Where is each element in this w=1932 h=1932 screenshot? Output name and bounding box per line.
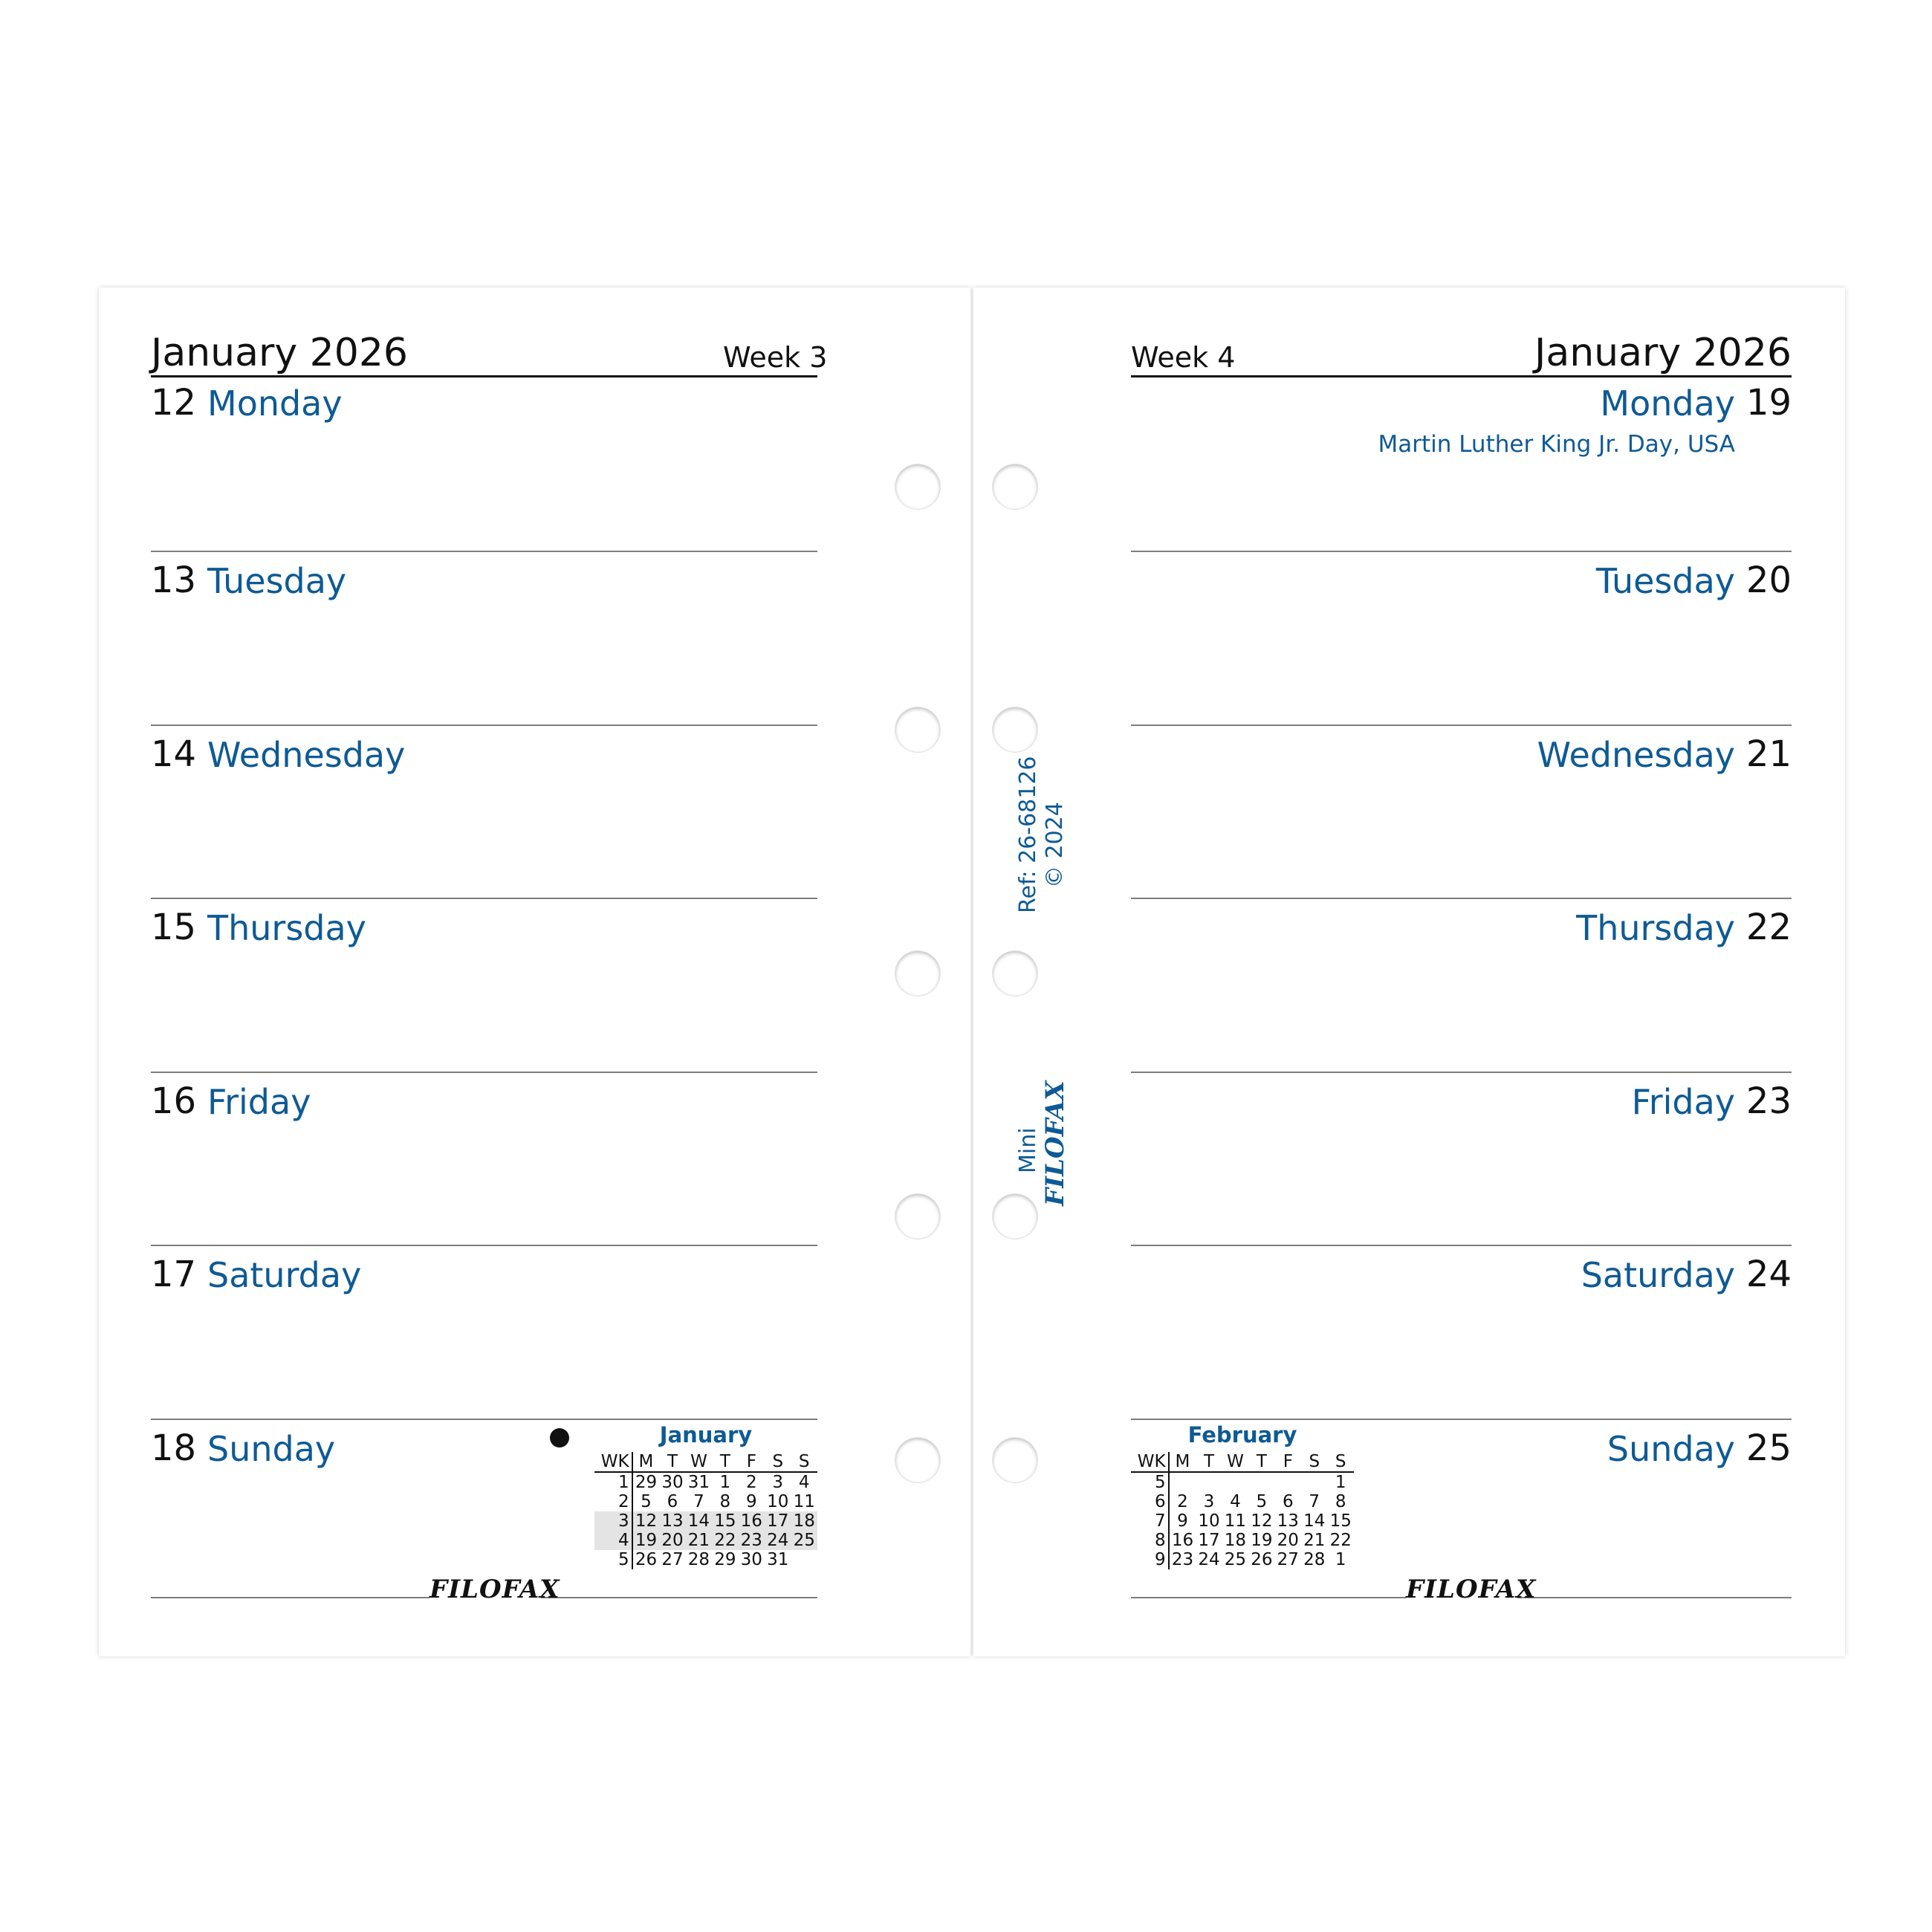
calendar-date: 7	[693, 1492, 704, 1511]
day-number: 17	[151, 1254, 197, 1295]
day-row	[1131, 551, 1792, 722]
calendar-date: 8	[719, 1492, 731, 1511]
week-label: Week 4	[1131, 341, 1236, 374]
col-header: W	[686, 1452, 712, 1472]
calendar-date: 6	[667, 1492, 678, 1511]
calendar-date: 19	[1251, 1531, 1273, 1550]
calendar-date: 22	[712, 1531, 738, 1550]
row-divider	[151, 1072, 817, 1073]
row-divider	[1131, 898, 1792, 899]
calendar-week-row	[1131, 1531, 1354, 1550]
calendar-date	[1301, 1472, 1327, 1492]
calendar-date: 11	[1224, 1511, 1247, 1531]
col-header: T	[1248, 1452, 1274, 1472]
calendar-date: 13	[1277, 1511, 1299, 1531]
row-divider	[1131, 724, 1792, 726]
day-row	[151, 373, 817, 544]
col-header: S	[791, 1452, 817, 1472]
day-row	[151, 1072, 817, 1242]
calendar-date: 15	[1329, 1511, 1352, 1531]
punch-hole	[993, 1438, 1037, 1482]
day-number: 24	[1745, 1254, 1792, 1295]
filofax-logo: FILOFAX	[1406, 1575, 1537, 1604]
col-header: M	[1169, 1452, 1196, 1472]
calendar-date: 17	[1198, 1531, 1220, 1550]
calendar-date	[1275, 1472, 1301, 1492]
row-divider	[1131, 1419, 1792, 1420]
calendar-date: 10	[1198, 1511, 1220, 1531]
calendar-date: 1	[1335, 1550, 1346, 1569]
week-number: 1	[594, 1472, 632, 1492]
day-name: Friday	[207, 1082, 311, 1122]
day-row	[151, 551, 817, 722]
day-row	[1131, 724, 1792, 895]
calendar-date: 2	[1177, 1492, 1188, 1511]
calendar-date: 28	[1303, 1550, 1326, 1569]
holiday-note: Martin Luther King Jr. Day, USA	[1378, 431, 1735, 458]
week-number: 6	[1131, 1492, 1169, 1511]
row-divider	[151, 898, 817, 899]
calendar-date: 22	[1329, 1531, 1352, 1550]
calendar-date: 23	[1171, 1550, 1194, 1569]
row-divider	[151, 551, 817, 552]
calendar-week-row	[594, 1492, 817, 1511]
day-number: 14	[151, 733, 197, 775]
day-name: Thursday	[1576, 908, 1735, 948]
col-header: F	[739, 1452, 765, 1472]
day-row	[1131, 1245, 1792, 1416]
week-number: 9	[1131, 1550, 1169, 1569]
day-number: 25	[1745, 1427, 1792, 1469]
mini-calendar-title: January	[659, 1422, 753, 1448]
reference-number: Ref: 26-68126	[1015, 756, 1041, 913]
calendar-date: 8	[1335, 1492, 1346, 1511]
calendar-date	[1248, 1472, 1274, 1492]
punch-hole	[993, 707, 1037, 752]
calendar-date: 29	[635, 1473, 658, 1492]
mini-calendar-title: February	[1187, 1422, 1297, 1448]
calendar-date: 25	[1224, 1550, 1247, 1569]
punch-hole	[895, 464, 940, 509]
calendar-date: 1	[1335, 1473, 1346, 1492]
calendar-date: 6	[1282, 1492, 1294, 1511]
col-header: W	[1222, 1452, 1248, 1472]
day-name: Thursday	[207, 908, 366, 948]
calendar-date: 12	[1251, 1511, 1273, 1531]
day-name: Saturday	[1581, 1255, 1735, 1295]
day-number: 15	[151, 907, 197, 948]
day-name: Sunday	[1607, 1429, 1735, 1469]
punch-hole	[895, 951, 940, 996]
col-header: F	[1275, 1452, 1301, 1472]
calendar-date: 14	[1303, 1511, 1326, 1531]
row-divider	[1131, 1245, 1792, 1246]
calendar-date	[1169, 1472, 1196, 1492]
col-header: T	[1196, 1452, 1222, 1472]
day-name: Wednesday	[1537, 735, 1735, 775]
calendar-date: 30	[661, 1473, 684, 1492]
spine-filofax-logo: FILOFAX	[1040, 1080, 1070, 1206]
col-header: T	[712, 1452, 738, 1472]
day-number: 20	[1745, 560, 1792, 601]
week-number: 8	[1131, 1531, 1169, 1550]
day-name: Monday	[207, 383, 343, 424]
calendar-date: 5	[641, 1492, 652, 1511]
calendar-date: 30	[740, 1550, 762, 1569]
calendar-date: 18	[1224, 1531, 1247, 1550]
calendar-date: 26	[635, 1550, 658, 1569]
mini-calendar-grid	[594, 1452, 817, 1569]
size-label: Mini	[1015, 1127, 1041, 1173]
day-number: 19	[1745, 382, 1792, 424]
punch-hole	[993, 464, 1037, 509]
calendar-date: 31	[767, 1550, 789, 1569]
calendar-date: 11	[793, 1492, 815, 1511]
day-row	[151, 898, 817, 1069]
col-header: T	[659, 1452, 685, 1472]
calendar-date: 27	[661, 1550, 684, 1569]
calendar-date: 1	[719, 1473, 731, 1492]
calendar-date: 7	[1309, 1492, 1320, 1511]
calendar-date: 19	[632, 1531, 660, 1550]
calendar-date: 13	[659, 1511, 685, 1531]
calendar-week-row	[1131, 1472, 1354, 1492]
col-header: M	[632, 1452, 660, 1472]
calendar-date: 16	[739, 1511, 765, 1531]
calendar-date: 10	[767, 1492, 789, 1511]
day-number: 16	[151, 1080, 197, 1122]
day-number: 21	[1745, 733, 1792, 775]
mini-calendar-grid	[1131, 1452, 1354, 1569]
day-row	[151, 724, 817, 895]
page-title: January 2026	[151, 331, 408, 375]
mini-calendar-january	[594, 1422, 817, 1571]
week-number: 5	[594, 1550, 632, 1569]
calendar-date: 9	[745, 1492, 757, 1511]
day-row	[1131, 1072, 1792, 1242]
calendar-date: 28	[687, 1550, 710, 1569]
day-number: 22	[1745, 907, 1792, 948]
calendar-date: 14	[686, 1511, 712, 1531]
week-number: 3	[594, 1511, 632, 1531]
week-number: 5	[1131, 1472, 1169, 1492]
calendar-date: 3	[772, 1473, 784, 1492]
calendar-date	[1196, 1472, 1222, 1492]
punch-hole	[895, 1194, 940, 1239]
calendar-date	[1222, 1472, 1248, 1492]
calendar-date: 31	[687, 1473, 710, 1492]
calendar-date: 20	[1277, 1531, 1299, 1550]
right-diary-page	[973, 288, 1845, 1656]
calendar-date: 24	[765, 1531, 791, 1550]
day-number: 23	[1745, 1080, 1792, 1122]
calendar-week-row	[594, 1550, 817, 1569]
row-divider	[151, 1419, 817, 1420]
calendar-date: 15	[712, 1511, 738, 1531]
day-number: 13	[151, 560, 197, 601]
calendar-date: 18	[791, 1511, 817, 1531]
calendar-week-row-highlighted	[594, 1511, 817, 1531]
mini-calendar-february	[1131, 1422, 1354, 1571]
week-number: 7	[1131, 1511, 1169, 1531]
calendar-week-row	[594, 1472, 817, 1492]
calendar-week-row	[1131, 1492, 1354, 1511]
calendar-date: 17	[765, 1511, 791, 1531]
calendar-date: 20	[659, 1531, 685, 1550]
day-number: 18	[151, 1427, 197, 1469]
day-row	[1131, 898, 1792, 1069]
page-title: January 2026	[1534, 331, 1792, 375]
col-header: S	[1301, 1452, 1327, 1472]
calendar-date: 4	[1230, 1492, 1241, 1511]
calendar-date: 27	[1277, 1550, 1299, 1569]
calendar-date: 3	[1203, 1492, 1215, 1511]
day-name: Wednesday	[207, 735, 406, 775]
day-name: Friday	[1631, 1082, 1735, 1122]
calendar-date: 21	[1303, 1531, 1326, 1550]
week-number: 2	[594, 1492, 632, 1511]
row-divider	[151, 1245, 817, 1246]
calendar-week-row-highlighted	[594, 1531, 817, 1550]
calendar-date: 26	[1251, 1550, 1273, 1569]
copyright-text: © 2024	[1042, 802, 1068, 888]
calendar-date: 23	[739, 1531, 765, 1550]
filofax-logo: FILOFAX	[429, 1575, 560, 1604]
calendar-date: 24	[1198, 1550, 1220, 1569]
day-number: 12	[151, 382, 197, 424]
row-divider	[1131, 551, 1792, 552]
day-name: Monday	[1600, 383, 1735, 424]
calendar-date: 29	[714, 1550, 736, 1569]
bullet-dot	[550, 1428, 569, 1448]
calendar-date: 12	[632, 1511, 660, 1531]
col-header: WK	[1131, 1452, 1169, 1472]
calendar-week-row	[1131, 1550, 1354, 1569]
day-row	[151, 1245, 817, 1416]
calendar-date: 5	[1256, 1492, 1268, 1511]
row-divider	[151, 724, 817, 726]
day-name: Tuesday	[207, 561, 347, 601]
punch-hole	[895, 707, 940, 752]
row-divider	[1131, 1072, 1792, 1073]
calendar-date	[791, 1550, 817, 1569]
day-name: Tuesday	[1595, 561, 1735, 601]
col-header: WK	[594, 1452, 632, 1472]
calendar-date: 21	[686, 1531, 712, 1550]
punch-hole	[895, 1438, 940, 1482]
punch-hole	[993, 1194, 1037, 1239]
calendar-date: 2	[745, 1473, 757, 1492]
calendar-date: 16	[1171, 1531, 1194, 1550]
left-diary-page	[99, 288, 970, 1656]
day-name: Saturday	[207, 1255, 362, 1295]
calendar-date: 25	[791, 1531, 817, 1550]
calendar-date: 4	[798, 1473, 810, 1492]
col-header: S	[765, 1452, 791, 1472]
calendar-week-row	[1131, 1511, 1354, 1531]
col-header: S	[1327, 1452, 1354, 1472]
punch-hole	[993, 951, 1037, 996]
week-number: 4	[594, 1531, 632, 1550]
calendar-date: 9	[1177, 1511, 1188, 1531]
day-name: Sunday	[207, 1429, 336, 1469]
day-row	[1131, 373, 1792, 544]
week-label: Week 3	[723, 341, 828, 374]
